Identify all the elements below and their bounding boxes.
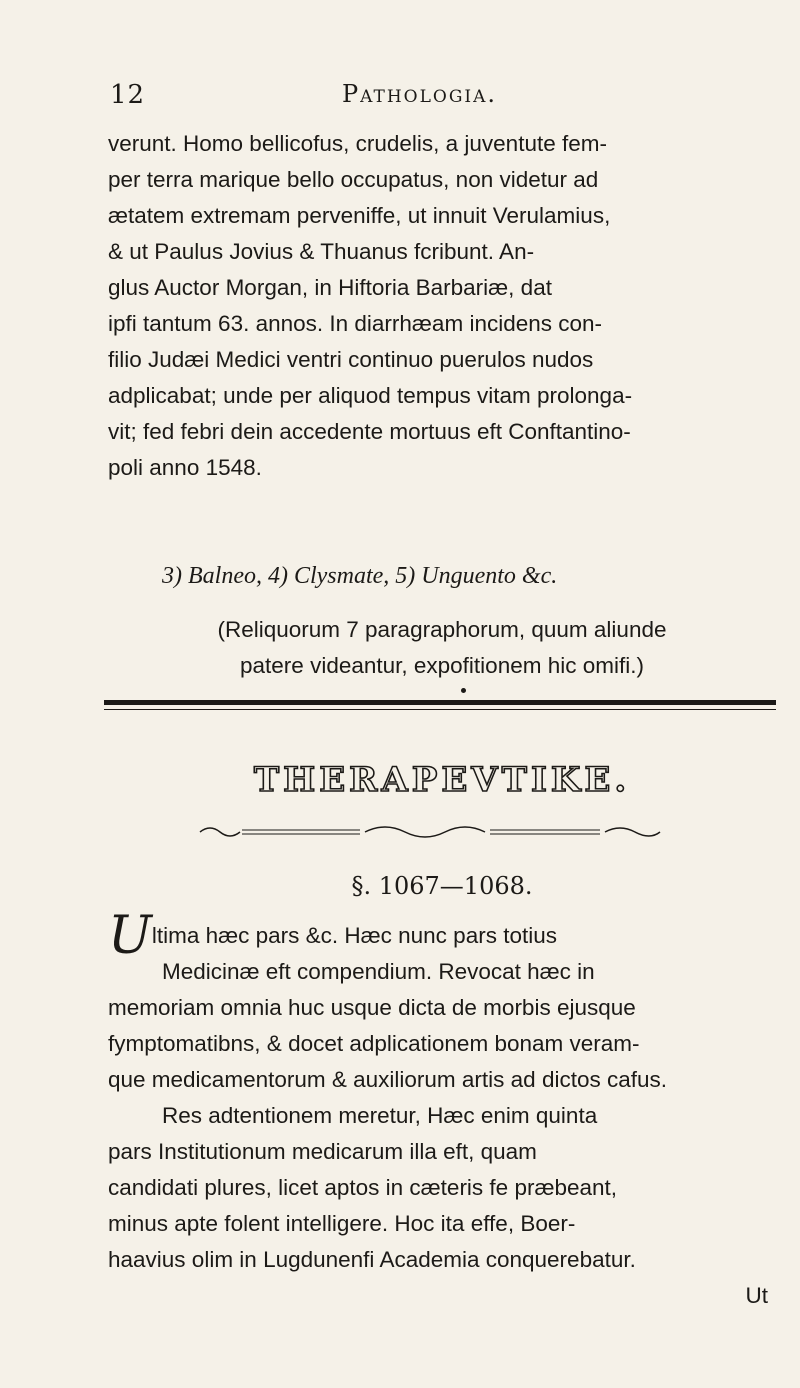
- page-header: [110, 80, 770, 120]
- text-line: verunt. Homo bellicofus, crudelis, a juventute fem-: [108, 131, 607, 156]
- text-line: ipfi tantum 63. annos. In diarrhæam incidens con-: [108, 311, 603, 336]
- text-line: Res adtentionem meretur, Hæc enim quinta: [162, 1103, 598, 1128]
- flourish-ornament: [180, 822, 680, 842]
- text-line: haavius olim in Lugdunenfi Academia conquerebatur.: [108, 1247, 636, 1272]
- text-line: ætatem extremam perveniffe, ut innuit Verulamius,: [108, 203, 611, 228]
- paragraph-2: [108, 906, 776, 1314]
- first-line: [108, 906, 776, 966]
- text-line: filio Judæi Medici ventri continuo puerulos nudos: [108, 347, 594, 372]
- omission-note: [108, 612, 776, 684]
- text-line: per terra marique bello occupatus, non videtur ad: [108, 167, 599, 192]
- text-line: poli anno 1548.: [108, 455, 262, 480]
- catchword: Ut: [745, 1283, 768, 1308]
- text-line: ltima hæc pars &c. Hæc nunc pars totius: [151, 923, 557, 948]
- page-number: 12: [110, 80, 146, 110]
- section-number: §. 1067—1068.: [351, 872, 533, 900]
- text-line: memoriam omnia huc usque dicta de morbis ejusque: [108, 995, 636, 1020]
- paragraph-1: [108, 126, 776, 486]
- section-title: THERAPEVTIKE.: [253, 760, 631, 800]
- text-line: minus apte folent intelligere. Hoc ita effe, Boer-: [108, 1211, 576, 1236]
- remedies-line: 3) Balneo, 4) Clysmate, 5) Unguento &c.: [162, 563, 558, 589]
- text-line: candidati plures, licet aptos in cæteris fe præbeant,: [108, 1175, 618, 1200]
- text-line: vit; fed febri dein accedente mortuus eft Conftantino-: [108, 419, 631, 444]
- ornament-dot: [461, 688, 466, 693]
- text-line: que medicamentorum & auxiliorum artis ad dictos cafus.: [108, 1067, 667, 1092]
- drop-initial: U: [108, 906, 152, 966]
- text-line: glus Auctor Morgan, in Hiftoria Barbariæ, dat: [108, 275, 552, 300]
- text-line: & ut Paulus Jovius & Thuanus fcribunt. An-: [108, 239, 535, 264]
- note-line-1: (Reliquorum 7 paragraphorum, quum aliunde: [217, 617, 667, 642]
- note-line-2: patere videantur, expofitionem hic omifi.): [240, 653, 644, 678]
- text-line: pars Institutionum medicarum illa eft, quam: [108, 1139, 537, 1164]
- running-title: Pathologia.: [342, 80, 498, 108]
- text-line: adplicabat; unde per aliquod tempus vitam prolonga-: [108, 383, 633, 408]
- text-line: fymptomatibns, & docet adplicationem bonam veram-: [108, 1031, 640, 1056]
- text-line: Medicinæ eft compendium. Revocat hæc in: [162, 959, 595, 984]
- thin-rule: [104, 709, 776, 710]
- thick-rule: [104, 700, 776, 705]
- numbered-remedies: [108, 563, 776, 590]
